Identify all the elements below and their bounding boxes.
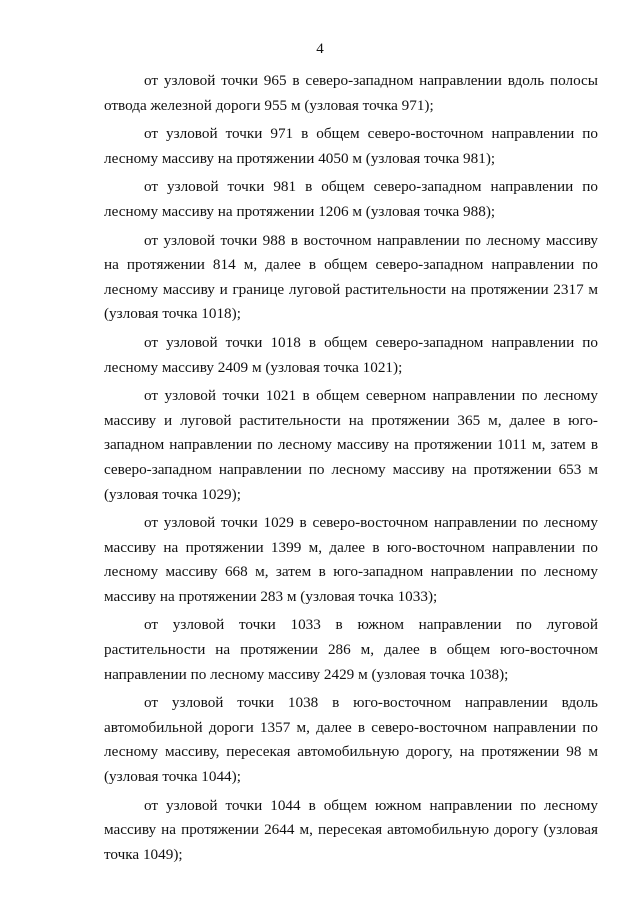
paragraph-8: от узловой точки 1033 в южном направлении по луговой растительности на протяжении 286 м, далее в общем юго-восточном направлении по лесному массиву 2429 м (узловая точка 1038); [104,616,598,683]
paragraph-6: от узловой точки 1021 в общем северном направлении по лесному массиву и луговой растительности на протяжении 365 м, далее в юго-западном направлении по лесному массиву на протяжении 1011 м, затем в северо-западном направлении по лесному массиву на протяжении 653 м (узловая точка 1029); [104,387,598,503]
paragraph-1: от узловой точки 965 в северо-западном направлении вдоль полосы отвода железной дороги 955 м (узловая точка 971); [104,72,598,114]
paragraph-9: от узловой точки 1038 в юго-восточном направлении вдоль автомобильной дороги 1357 м, далее в северо-восточном направлении по лесному массиву, пересекая автомобильную дорогу, на протяжении 98 м (узловая точка 1044); [104,694,598,786]
page-number: 4 [316,41,324,57]
paragraph-7: от узловой точки 1029 в северо-восточном направлении по лесному массиву на протяжении 1399 м, далее в юго-восточном направлении по лесному массиву 668 м, затем в юго-западном направлении по лесному массиву на протяжении 283 м (узловая точка 1033); [104,514,598,605]
paragraph-10: от узловой точки 1044 в общем южном направлении по лесному массиву на протяжении 2644 м, пересекая автомобильную дорогу (узловая точка 1049); [104,796,598,863]
document-body [104,69,598,871]
paragraph-3: от узловой точки 981 в общем северо-западном направлении по лесному массиву на протяжении 1206 м (узловая точка 988); [104,178,598,220]
paragraph-5: от узловой точки 1018 в общем северо-западном направлении по лесному массиву 2409 м (узловая точка 1021); [104,333,598,376]
paragraph-2: от узловой точки 971 в общем северо-восточном направлении по лесному массиву на протяжении 4050 м (узловая точка 981); [104,125,598,167]
paragraph-4: от узловой точки 988 в восточном направлении по лесному массиву на протяжении 814 м, далее в общем северо-западном направлении по лесному массиву и границе луговой растительности на протяжении 2317 м (узловая точка 1018); [104,231,598,323]
